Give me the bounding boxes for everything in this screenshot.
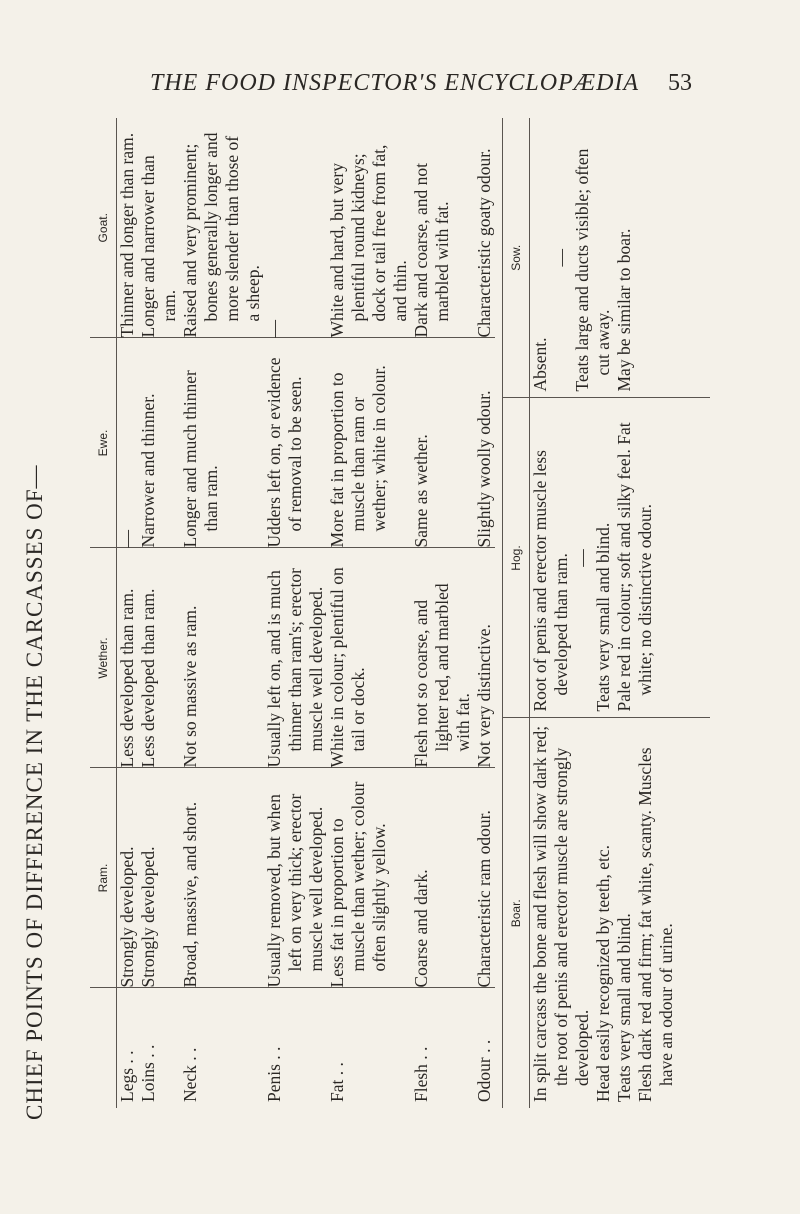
boar-line: Head easily recognized by teeth, etc. [593,844,613,1102]
hog-line: — [572,549,592,567]
column-header [90,988,117,1108]
boar-line: Teats very small and blind. [614,913,634,1102]
sow-line: Absent. [530,337,550,392]
goat-cell: Dark and coarse, and not marbled with fat. [411,118,474,338]
boar-line: In split carcass the bone and flesh will show dark red; the root of penis and erector muscle are strongly developed. [530,725,592,1102]
goat-cell: Thinner and longer than ram. [117,118,139,338]
column-header-ram: Ram. [90,768,117,988]
column-header-goat: Goat. [90,118,117,338]
pig-table [502,118,710,1108]
wether-cell: Less developed than ram. [117,548,139,768]
ram-cell: Strongly developed. [117,768,139,988]
page-number: 53 [668,70,692,96]
goat-cell: Raised and very prominent; bones generally longer and more slender than those of a sheep. [180,118,264,338]
rotated-table-area [90,118,710,1108]
page-header [0,0,800,110]
boar-cell [530,718,711,1108]
table-row [180,118,264,1108]
pig-table-header-row [503,118,530,1108]
row-label: Legs . . [117,1050,137,1102]
wether-cell: Less developed than ram. [138,548,180,768]
table-row [411,118,474,1108]
row-label: Loins . . [138,1044,158,1102]
goat-cell: White and hard, but very plentiful round kidneys; dock or tail free from fat, and thin. [327,118,411,338]
ram-cell: Characteristic ram odour. [474,768,495,988]
table-row [530,118,711,1108]
column-header-hog: Hog. [503,398,530,718]
row-label: Neck . . [180,1047,200,1102]
sheep-goat-table [90,118,495,1108]
ewe-cell: Longer and much thinner than ram. [180,338,264,548]
column-header-boar: Boar. [503,718,530,1108]
ewe-cell: Udders left on, or evidence of removal to be seen. [264,338,327,548]
boar-line: Flesh dark red and firm; fat white, scanty. Muscles have an odour of urine. [635,747,676,1102]
sow-line: May be similar to boar. [614,228,634,392]
sow-line: Teats large and ducts visible; often cut away. [572,148,613,392]
row-label: Flesh . . [411,1046,431,1102]
table-row [474,118,495,1108]
sheep-table-header-row [90,118,117,1108]
ram-cell: Broad, massive, and short. [180,768,264,988]
ewe-cell: Same as wether. [411,338,474,548]
hog-line: Pale red in colour; soft and silky feel. Fat white; no distinctive odour. [614,422,655,712]
column-header-sow: Sow. [503,118,530,398]
row-label: Penis . . [264,1046,284,1102]
wether-cell: Flesh not so coarse, and lighter red, and marbled with fat. [411,548,474,768]
table-row [327,118,411,1108]
wether-cell: Not so massive as ram. [180,548,264,768]
table-row [264,118,327,1108]
ewe-cell: Narrower and thinner. [138,338,180,548]
ewe-cell: Slightly woolly odour. [474,338,495,548]
column-header-ewe: Ewe. [90,338,117,548]
hog-line: Teats very small and blind. [593,522,613,712]
ram-cell: Coarse and dark. [411,768,474,988]
row-label: Odour . . [474,1039,494,1102]
goat-cell: Longer and narrower than ram. [138,118,180,338]
sow-cell [530,118,711,398]
table-row [138,118,180,1108]
column-header-wether: Wether. [90,548,117,768]
page-title: THE FOOD INSPECTOR'S ENCYCLOPÆDIA [150,70,640,96]
ram-cell: Less fat in proportion to muscle than wether; colour often slightly yellow. [327,768,411,988]
ram-cell: Usually removed, but when left on very thick; erector muscle well developed. [264,768,327,988]
ram-cell: Strongly developed. [138,768,180,988]
hog-line: Root of penis and erector muscle less developed than ram. [530,450,571,712]
wether-cell: Usually left on, and is much thinner than ram's; erector muscle well developed. [264,548,327,768]
table-row [117,118,139,1108]
wether-cell: White in colour; plentiful on tail or dock. [327,548,411,768]
wether-cell: Not very distinctive. [474,548,495,768]
row-label: Fat . . [327,1062,347,1102]
ewe-cell: — [117,338,139,548]
goat-cell: — [264,118,327,338]
table-caption: CHIEF POINTS OF DIFFERENCE IN THE CARCASSES OF— [22,464,47,1120]
sow-line: — [551,249,571,267]
hog-cell [530,398,711,718]
goat-cell: Characteristic goaty odour. [474,118,495,338]
ewe-cell: More fat in proportion to muscle than ram or wether; white in colour. [327,338,411,548]
